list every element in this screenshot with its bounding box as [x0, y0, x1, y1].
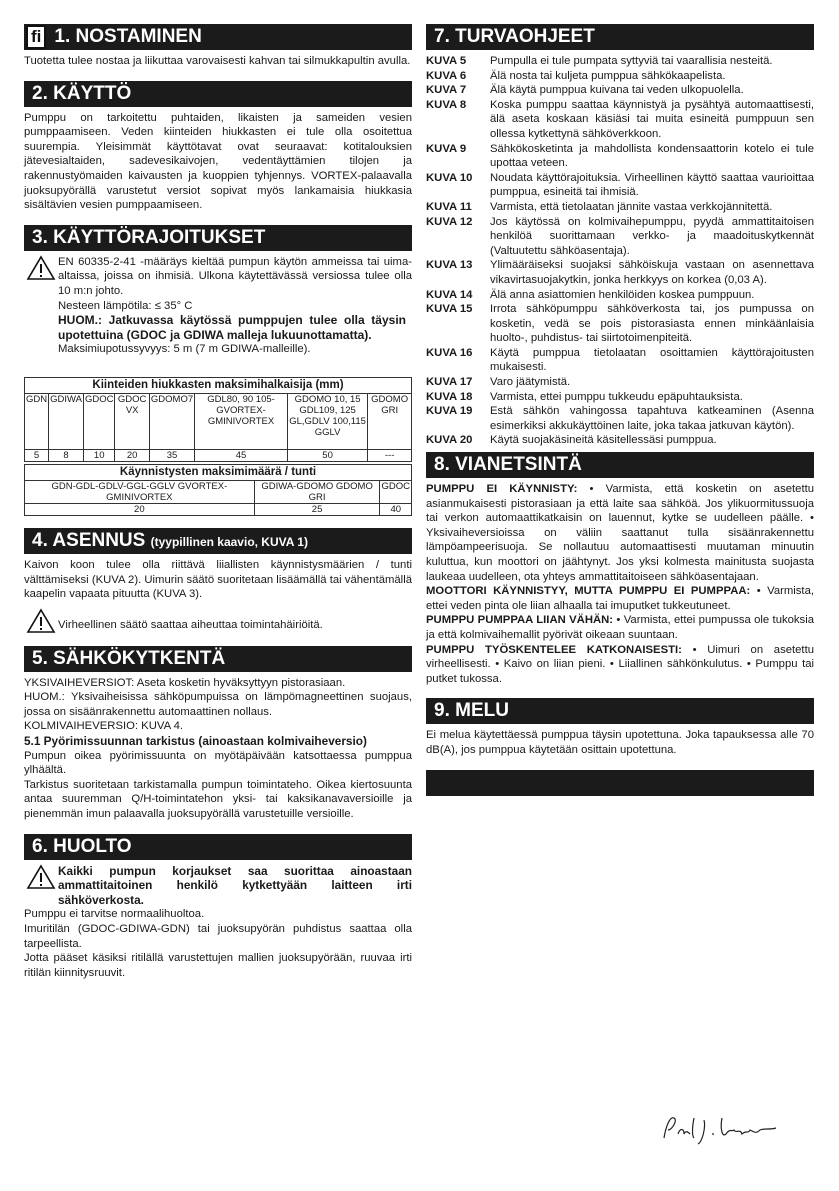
safety-item [426, 404, 814, 433]
troubleshoot-4 [426, 643, 814, 687]
section-4-body: Kaivon koon tulee olla riittävä liiallisten käynnistysmäärien / tunti välttämiseksi (KUVA 2). Uimurin säätö suoritetaan lisäämällä tai vähentämällä kaapelin vapaata pituutta (KUVA 3). [24, 558, 412, 601]
safety-item-text: Estä sähkön vahingossa tapahtuva katkeaminen (Asenna esimerkiksi akkukäyttöinen laite, joka takaa jatkuvan käytön). [490, 405, 814, 432]
safety-item-text: Älä käytä pumppua kuivana tai veden ulkopuolella. [490, 84, 744, 97]
safety-item [426, 390, 814, 405]
table1-header: GDOMO GRI [368, 393, 412, 449]
safety-item-label: KUVA 11 [426, 200, 472, 213]
section-5-p3: KOLMIVAIHEVERSIO: KUVA 4. [24, 720, 184, 733]
table2-title: Käynnistysten maksimimäärä / tunti [25, 464, 412, 480]
warning-icon [24, 608, 58, 634]
table1-cell: 50 [287, 449, 367, 461]
safety-item-text: Varmista, että tietolaatan jännite vastaa verkkojännitettä. [490, 200, 773, 213]
table1-header: GDOC [83, 393, 115, 449]
particle-size-table [24, 377, 412, 462]
table1-header: GDOMO7 [149, 393, 194, 449]
left-column [24, 24, 412, 980]
section-6-p3: Jotta pääset käsiksi ritilällä varustettujen mallien juoksupyörään, ruuvaa irti ritilän kiinnitysruuvit. [24, 952, 412, 979]
section-2-body: Pumppu on tarkoitettu puhtaiden, likaisten ja sameiden vesien pumppaamiseen. Veden kiinteiden hiukkasten ei tule olla osoitettua suurempia. Yleisimmät käyttötavat ovat seuraavat: kotitalouksien jätevesialtaiden, sadevesikaivojen, vedentäyttämien tilojen ja rakennustyömaiden kaivausten ja kuoppien tyhjennys. VORTEX-palaavalla juoksupyörällä varustetut versiot sopivat myös lankamaisia hiukkasia sisältävien vesien pumppaamiseen. [24, 111, 412, 212]
table1-header: GDN [25, 393, 49, 449]
section-3-title: 3. KÄYTTÖRAJOITUKSET [32, 226, 266, 248]
table1-header: GDIWA [49, 393, 84, 449]
safety-item-text: Jos käytössä on kolmivaihepumppu, pyydä ammattitaitoisen henkilöä suorittamaan verkko- ja maadoituskytkennät (Valtuutettu sähköasentaja). [490, 215, 814, 257]
table1-title: Kiinteiden hiukkasten maksimihalkaisija (mm) [25, 377, 412, 393]
safety-item-label: KUVA 20 [426, 434, 473, 447]
section-3-header [24, 225, 412, 251]
safety-item-label: KUVA 16 [426, 346, 473, 359]
safety-item-label: KUVA 8 [426, 98, 467, 111]
safety-item-text: Noudata käyttörajoituksia. Virheellinen käyttö saattaa vaurioittaa pumppua, esineitä tai ihmisiä. [490, 171, 814, 199]
safety-item [426, 288, 814, 303]
table1-cell: 10 [83, 449, 115, 461]
table2-cell: 20 [25, 503, 255, 515]
safety-item [426, 142, 814, 171]
section-1-title: 1. NOSTAMINEN [54, 26, 202, 47]
section-8-title: 8. VIANETSINTÄ [434, 454, 582, 476]
section-7-header [426, 24, 814, 50]
right-column [426, 24, 814, 796]
section-8-header [426, 452, 814, 478]
section-5-p4: Pumpun oikea pyörimissuunta on myötäpäivään katsottaessa pumppua ylhäältä. [24, 749, 412, 777]
section-9-header [426, 698, 814, 724]
safety-item-text: Sähkökosketinta ja mahdollista kondensaattorin kotelo ei tule upottaa veteen. [490, 142, 814, 170]
section-5-p5: Tarkistus suoritetaan tarkistamalla pumpun toimintateho. Oikea kiertosuunta antaa suuremman Q/H-toimintatehon yksi- tai kaksikanavaversioille ja pienemmän imun palaavalla juoksupyörällä varustetuille versioille. [24, 778, 412, 821]
table1-header: GDOC VX [115, 393, 149, 449]
troubleshoot-heading: PUMPPU EI KÄYNNISTY: [426, 483, 578, 496]
safety-item [426, 258, 814, 287]
safety-item [426, 215, 814, 259]
section-4-title: 4. ASENNUS [32, 529, 146, 551]
warning-icon [24, 255, 58, 281]
safety-item [426, 433, 814, 448]
safety-instructions-list [426, 54, 814, 448]
safety-item-text: Älä nosta tai kuljeta pumppua sähkökaapelista. [490, 69, 726, 82]
safety-item [426, 346, 814, 375]
safety-item [426, 98, 814, 142]
table1-header: GDOMO 10, 15 GDL109, 125 GL,GDLV 100,115 GGLV [287, 393, 367, 449]
safety-item-text: Varo jäätymistä. [490, 376, 571, 389]
troubleshoot-1 [426, 482, 814, 584]
section-4-subtitle: (tyypillinen kaavio, KUVA 1) [150, 534, 308, 549]
section-5-title: 5. SÄHKÖKYTKENTÄ [32, 647, 226, 669]
table2-header: GDOC [380, 480, 412, 503]
safety-item-label: KUVA 17 [426, 376, 473, 389]
language-badge: fi [26, 25, 46, 49]
safety-item-label: KUVA 14 [426, 288, 473, 301]
section-3-depth: Maksimiupotussyvyys: 5 m (7 m GDIWA-malleille). [58, 343, 311, 356]
table1-header: GDL80, 90 105- GVORTEX- GMINIVORTEX [195, 393, 288, 449]
safety-item-text: Ylimääräiseksi suojaksi sähköiskuja vastaan on asennettava vikavirtasuojakytkin, jonka herkkyys on korkea (0,03 A). [490, 259, 814, 286]
section-3-note: HUOM.: Jatkuvassa käytössä pumppujen tulee olla täysin upotettuina (GDOC ja GDIWA malleja lukuunottamatta). [58, 313, 406, 342]
section-3-warning: EN 60335-2-41 -määräys kieltää pumpun käytön ammeissa tai uima-altaissa, joissa on ihmisiä. Ulkona käytettävässä versiossa tulee olla 10 m:n johto. [58, 255, 412, 297]
section-1-body: Tuotetta tulee nostaa ja liikuttaa varovaisesti kahvan tai silmukkapultin avulla. [24, 55, 411, 67]
warning-block [24, 864, 412, 908]
section-2-title: 2. KÄYTTÖ [32, 82, 132, 104]
safety-item [426, 302, 814, 346]
troubleshoot-3 [426, 613, 814, 642]
table1-cell: 35 [149, 449, 194, 461]
safety-item [426, 83, 814, 98]
safety-item-text: Käytä suojakäsineitä käsitellessäsi pumppua. [490, 434, 717, 447]
warning-block [24, 255, 412, 299]
safety-item-label: KUVA 19 [426, 405, 473, 418]
safety-item-text: Koska pumppu saattaa käynnistyä ja pysähtyä automaattisesti, älä aseta koskaan käsiäsi tai muita esineitä pumppuun sen ollessa kytkettynä sähköverkkoon. [490, 98, 814, 140]
safety-item-label: KUVA 18 [426, 390, 473, 403]
section-5-p1: YKSIVAIHEVERSIOT: Aseta kosketin hyväksyttyyn pistorasiaan. [24, 676, 346, 689]
safety-item [426, 54, 814, 69]
table1-cell: 5 [25, 449, 49, 461]
table2-cell: 25 [254, 503, 380, 515]
section-6-warning: Kaikki pumpun korjaukset saa suorittaa ainoastaan ammattitaitoinen henkilö kytkettyään laitteen irti sähköverkosta. [58, 863, 412, 907]
section-3-temp: Nesteen lämpötila: ≤ 35° C [58, 299, 193, 312]
safety-item-label: KUVA 13 [426, 259, 473, 272]
safety-item-label: KUVA 5 [426, 55, 467, 67]
section-9-title: 9. MELU [434, 700, 509, 722]
table2-cell: 40 [380, 503, 412, 515]
safety-item-label: KUVA 12 [426, 215, 473, 228]
section-5-header [24, 646, 412, 672]
safety-item-label: KUVA 9 [426, 142, 467, 155]
safety-item [426, 200, 814, 215]
safety-item-text: Irrota sähköpumppu sähköverkosta tai, jos pumpussa on kosketin, vedä se pois pistorasiasta ennen minkäänlaisia huolto-, puhdistus- tai siirtotoimenpiteitä. [490, 303, 814, 345]
safety-item-label: KUVA 15 [426, 303, 473, 316]
section-5-p2: HUOM.: Yksivaiheisissa sähköpumpuissa on lämpömagneettinen suojaus, jossa on sisäänrakennettu automaattinen nollaus. [24, 691, 412, 718]
table1-cell: 20 [115, 449, 149, 461]
section-4-warning: Virheellinen säätö saattaa aiheuttaa toimintahäiriöitä. [58, 618, 323, 631]
safety-item [426, 171, 814, 200]
section-6-title: 6. HUOLTO [32, 835, 132, 857]
section-7-title: 7. TURVAOHJEET [434, 26, 595, 47]
safety-item-label: KUVA 7 [426, 84, 467, 97]
black-bar [426, 770, 814, 796]
safety-item-text: Varmista, ettei pumppu tukkeudu epäpuhtauksista. [490, 390, 743, 403]
troubleshoot-text: • Varmista, ettei veden pinta ole liian alhaalla tai imuputket tukkeutuneet. [426, 585, 814, 612]
starts-per-hour-table [24, 464, 412, 516]
safety-item [426, 375, 814, 390]
troubleshoot-heading: PUMPPU PUMPPAA LIIAN VÄHÄN: [426, 614, 614, 627]
troubleshoot-text: • Uimuri on asetettu virheellisesti. • Kaivo on liian pieni. • Liiallinen sähkönkulutus. • Pumppu tai putket tukossa. [426, 643, 814, 685]
safety-item-text: Älä anna asiattomien henkilöiden koskea pumppuun. [490, 288, 755, 301]
section-1-header [24, 24, 412, 50]
section-2-header [24, 81, 412, 107]
safety-item-label: KUVA 10 [426, 171, 473, 184]
troubleshoot-text: • Varmista, ettei pumpussa ole tukoksia ja että kolmivaihemallit pyörivät oikeaan suuntaan. [426, 614, 815, 641]
troubleshoot-heading: MOOTTORI KÄYNNISTYY, MUTTA PUMPPU EI PUMPPAA: [426, 585, 751, 598]
table2-header: GDIWA-GDOMO GDOMO GRI [254, 480, 380, 503]
safety-item [426, 69, 814, 84]
table1-cell: 8 [49, 449, 84, 461]
section-4-header [24, 528, 412, 554]
safety-item-text: Käytä pumppua tietolaatan osoittamien käyttörajoitusten mukaisesti. [490, 346, 814, 374]
troubleshoot-heading: PUMPPU TYÖSKENTELEE KATKONAISESTI: [426, 643, 682, 656]
safety-item-label: KUVA 6 [426, 69, 467, 82]
section-6-header [24, 834, 412, 860]
warning-block [24, 608, 412, 634]
safety-item-text: Pumpulla ei tule pumpata syttyviä tai vaarallisia nesteitä. [490, 55, 773, 67]
table1-cell: --- [368, 449, 412, 461]
warning-icon [24, 864, 58, 890]
table2-header: GDN-GDL-GDLV-GGL-GGLV GVORTEX-GMINIVORTEX [25, 480, 255, 503]
section-6-p2: Imuritilän (GDOC-GDIWA-GDN) tai juoksupyörän puhdistus saattaa olla tarpeellista. [24, 923, 412, 950]
section-6-p1: Pumppu ei tarvitse normaalihuoltoa. [24, 908, 205, 921]
table1-cell: 45 [195, 449, 288, 461]
section-9-body: Ei melua käytettäessä pumppua täysin upotettuna. Joka tapauksessa alle 70 dB(A), jos pumppua käytetään osittain upotettuna. [426, 729, 814, 756]
signature [660, 1108, 780, 1148]
section-5-subtitle: 5.1 Pyörimissuunnan tarkistus (ainoastaan kolmivaiheversio) [24, 734, 367, 749]
troubleshoot-2 [426, 584, 814, 613]
troubleshoot-text: • Varmista, että kosketin on asetettu asianmukaisesti pistorasiaan ja että laite saa sähköä. Jos ylikuormitussuoja tai verkon automaattikatkaisin on lauennut, kytke se uudelleen päälle. • Yksivaiheversioissa on väliin saattanut tulla sisäänrakennettu lämpöampeerisuoja. Se nollautuu automaattisesti muutaman minuutin kuluttua, kun moottori on jäähtynyt. Jos yksi kolmesta mainitusta suojasta laukeaa uudelleen, ota yhteys ammattitaitoiseen sähköasentajaan. [426, 483, 814, 583]
